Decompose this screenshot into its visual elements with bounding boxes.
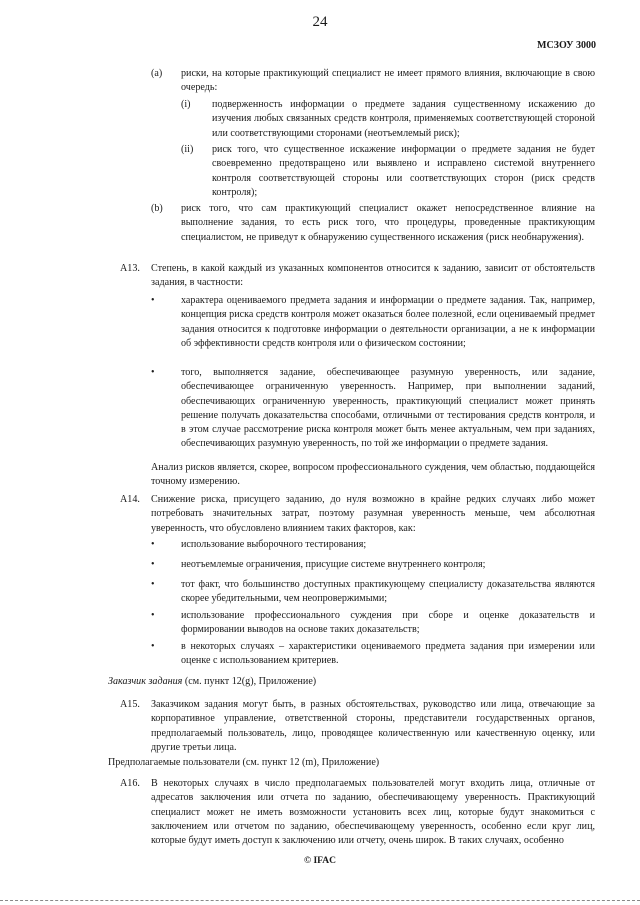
paragraph-a15-label: A15. bbox=[120, 699, 140, 710]
item-a-text: риски, на которые практикующий специалист не имеет прямого влияния, включающие в свою очередь: bbox=[181, 68, 595, 94]
paragraph-a15-text: Заказчиком задания могут быть, в разных обстоятельствах, руководство или лица, отвечающие за корпоративное управление, ответственной стороны, представители государственных органов, предполагаемый пользователь, лицо, проводящее количественную или качественную оценку, или другие третьи лица. bbox=[151, 699, 595, 753]
heading-reference: (см. пункт 12(g), Приложение) bbox=[182, 676, 317, 687]
item-a-label: (a) bbox=[151, 68, 163, 79]
a13-bullet-2: того, выполняется задание, обеспечивающее разумную уверенность, или задание, обеспечивающее ограниченную уверенность. Например, при выполнении заданий, обеспечивающих ограниченную уверенность, практикующий специалист может принять решение получать доказательства способами, отличными от тестирования средств контроля, и в этом случае рассмотрение риска контроля может быть менее актуальным, чем при заданиях, обеспечивающих разумную уверенность, по той же информации о предмете задания. bbox=[181, 367, 595, 450]
a13-bullet-1: характера оцениваемого предмета задания и информации о предмете задания. Так, например, концепция риска средств контроля может оказаться более полезной, если оцениваемый предмет задания относится к подготовке информации о деятельности организации, а не к информации об эффективности средств контроля или о физическом состоянии; bbox=[181, 295, 595, 349]
paragraph-a13-label: A13. bbox=[120, 263, 140, 274]
item-ii-text: риск того, что существенное искажение информации о предмете задания не будет своевременно предотвращено или выявлено и исправлено системой внутреннего контроля соответствующей стороны или соответствующих сторон (риск средств контроля); bbox=[212, 144, 595, 198]
bullet-icon: • bbox=[151, 295, 155, 306]
item-b-label: (b) bbox=[151, 203, 163, 214]
item-i-label: (i) bbox=[181, 99, 191, 110]
heading-italic-part: Заказчик задания bbox=[108, 676, 183, 687]
a14-bullet-5: в некоторых случаях – характеристики оцениваемого предмета задания при измерении или оценке с использованием критериев. bbox=[181, 641, 595, 667]
bullet-icon: • bbox=[151, 559, 155, 570]
bullet-icon: • bbox=[151, 579, 155, 590]
item-b-text: риск того, что сам практикующий специалист окажет непосредственное влияние на выполнение задания, то есть риск того, что процедуры, проведенные практикующим специалистом, не приведут к обнаружению существенного искажения (риск необнаружения). bbox=[181, 203, 595, 243]
section-heading-intended-users: Предполагаемые пользователи (см. пункт 12 (m), Приложение) bbox=[108, 757, 380, 768]
bullet-icon: • bbox=[151, 539, 155, 550]
a14-bullet-2: неотъемлемые ограничения, присущие системе внутреннего контроля; bbox=[181, 559, 486, 570]
a14-bullet-1: использование выборочного тестирования; bbox=[181, 539, 367, 550]
paragraph-a14-intro: Снижение риска, присущего заданию, до нуля возможно в крайне редких случаях либо может потребовать значительных затрат, поэтому разумная уверенность меньше, чем абсолютная уверенность, что обусловлено влиянием таких факторов, как: bbox=[151, 494, 595, 534]
paragraph-a16-label: A16. bbox=[120, 778, 140, 789]
a13-closing: Анализ рисков является, скорее, вопросом профессионального суждения, чем областью, поддающейся точному измерению. bbox=[151, 462, 595, 488]
section-heading-engaging-party bbox=[108, 675, 316, 689]
a14-bullet-3: тот факт, что большинство доступных практикующему специалисту доказательства являются скорее убедительными, чем неопровержимыми; bbox=[181, 579, 595, 605]
item-i-text: подверженность информации о предмете задания существенному искажению до изучения любых связанных средств контроля, применяемых соответствующей стороной или соответствующими сторонами (неотъемлемый риск); bbox=[212, 99, 595, 139]
paragraph-a16-text: В некоторых случаях в число предполагаемых пользователей могут входить лица, отличные от адресатов заключения или отчета по заданию, обеспечивающему уверенность. Практикующий специалист может не иметь возможности установить всех лиц, которые будут знакомиться с заключением или отчетом по заданию, обеспечивающему уверенность, особенно если круг лиц, которые будут иметь доступ к заключению или отчету, очень широк. В таких случаях, особенно bbox=[151, 778, 595, 847]
page-number: 24 bbox=[312, 14, 328, 30]
bullet-icon: • bbox=[151, 610, 155, 621]
paragraph-a13-intro: Степень, в какой каждый из указанных компонентов относится к заданию, зависит от обстоятельств задания, в частности: bbox=[151, 263, 595, 289]
a14-bullet-4: использование профессионального суждения при сборе и оценке доказательств и формировании выводов на основе таких доказательств; bbox=[181, 610, 595, 636]
bullet-icon: • bbox=[151, 367, 155, 378]
bullet-icon: • bbox=[151, 641, 155, 652]
footer-copyright: © IFAC bbox=[304, 856, 336, 866]
standard-code: МСЗОУ 3000 bbox=[537, 40, 596, 51]
scan-edge-divider bbox=[0, 900, 640, 901]
paragraph-a14-label: A14. bbox=[120, 494, 140, 505]
item-ii-label: (ii) bbox=[181, 144, 194, 155]
